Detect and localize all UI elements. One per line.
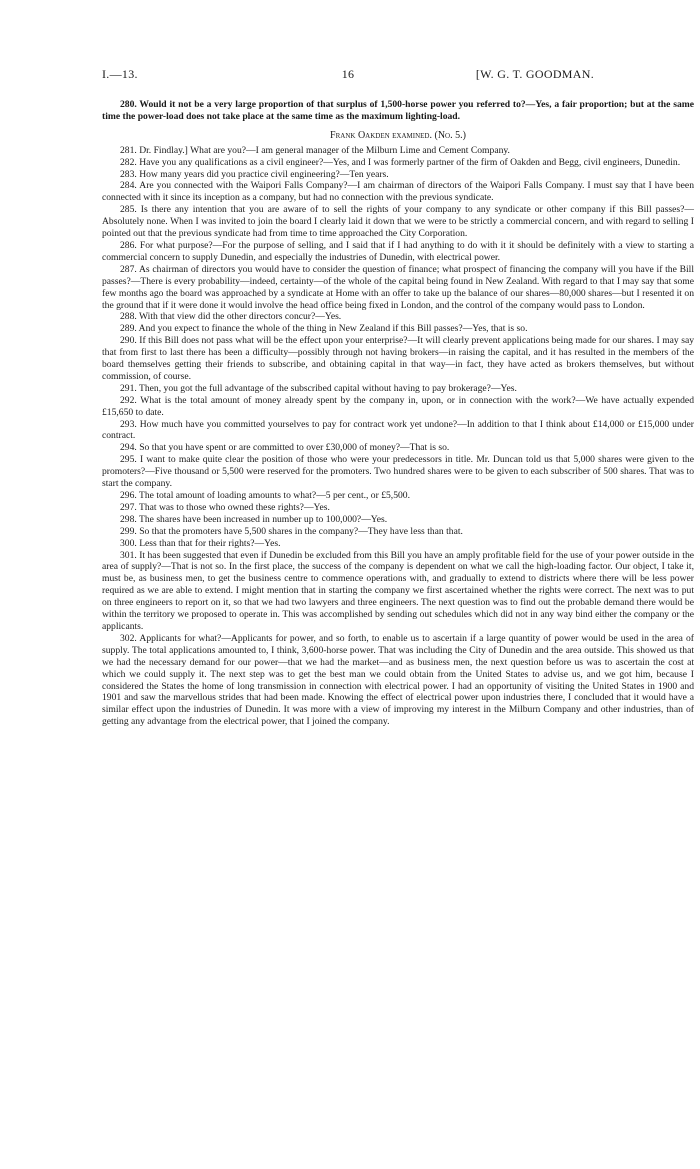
page-body — [102, 99, 694, 728]
testimony-paragraph: 282. Have you any qualifications as a civil engineer?—Yes, and I was formerly partner of the firm of Oakden and Begg, civil engineers, Dunedin. — [120, 156, 681, 168]
testimony-paragraph: 298. The shares have been increased in number up to 100,000?—Yes. — [120, 513, 388, 525]
testimony-paragraph: 286. For what purpose?—For the purpose of selling, and I said that if I had anything to do with it it should be definitely with a view to starting a commercial concern to supply Dunedin, and especially the industries of Dunedin, with electrical power. — [102, 239, 694, 263]
testimony-paragraph: 295. I want to make quite clear the position of those who were your predecessors in title. Mr. Duncan told us that 5,000 shares were given to the promoters?—Five thousand or 5,500 were reserved for the promoters. Two hundred shares were to be given to each subscriber of 500 shares. That was to start the company. — [102, 454, 694, 490]
document-reference: I.—13. — [102, 67, 138, 81]
testimony-paragraph: 297. That was to those who owned these rights?—Yes. — [120, 501, 330, 513]
testimony-paragraph: 292. What is the total amount of money already spent by the company in, upon, or in connection with the work?—We have actually expended £15,650 to date. — [102, 394, 694, 418]
testimony-paragraph: 283. How many years did you practice civil engineering?—Ten years. — [120, 168, 389, 180]
testimony-paragraph: 293. How much have you committed yourselves to pay for contract work yet undone?—In addition to that I think about £14,000 or £15,000 under contract. — [102, 418, 694, 442]
testimony-paragraph: 288. With that view did the other directors concur?—Yes. — [120, 311, 342, 323]
page-header — [102, 67, 594, 83]
testimony-paragraph: 300. Less than that for their rights?—Yes. — [120, 537, 281, 549]
testimony-paragraph: 284. Are you connected with the Waipori Falls Company?—I am chairman of directors of the Waipori Falls Company. I must say that I have been connected with it since its inception as a company, but had no connection with the previous syndicate. — [102, 180, 694, 204]
testimony-paragraph: 290. If this Bill does not pass what will be the effect upon your enterprise?—It will clearly prevent applications being made for our shares. I may say that from first to last there has been a difficulty—possibly through not having brokers—in raising the capital, and it has resulted in the members of the board themselves getting their friends to subscribe, and obtaining capital in that way—in fact, they have acted as brokers themselves, but without commission, of course. — [102, 335, 694, 382]
intro-question: 280. Would it not be a very large proportion of that surplus of 1,500-horse power you referred to?—Yes, a fair proportion; but at the same time the power-load does not take place at the same time as the maximum lighting-load. — [102, 99, 694, 122]
testimony-paragraph: 299. So that the promoters have 5,500 shares in the company?—They have less than that. — [120, 525, 463, 537]
witness-name-header: [W. G. T. GOODMAN. — [475, 67, 594, 81]
testimony-paragraphs — [102, 145, 694, 728]
testimony-paragraph: 296. The total amount of loading amounts to what?—5 per cent., or £5,500. — [120, 490, 410, 501]
testimony-paragraph: 287. As chairman of directors you would have to consider the question of finance; what prospect of financing the company will you have if the Bill passes?—There is every probability—indeed, certainty—of the whole of the capital being found in New Zealand. With regard to that I may say that some few months ago the board was approached by a syndicate at Home with an offer to take up the balance of our shares—80,000 shares—but I resented it on the ground that if it were done it would involve the head office being fixed in London, and the control of the company would pass to London. — [102, 263, 694, 311]
page-number: 16 — [341, 67, 355, 81]
testimony-paragraph: 301. It has been suggested that even if Dunedin be excluded from this Bill you have an amply profitable field for the use of your power outside in the area of supply?—That is not so. In the first place, the success of the company is dependent on what we call the high-loading factor. Our object, I take it, must be, as business men, to get the business centre to commence operations with, and gradually to extend to districts where there will be less power required as we are able to extend. I might mention that in starting the company we first ascertained whether the rights were correct. The next was to put on three engineers to report on it, so that we had two lawyers and three engineers. The next question was to find out the probable demand there would be within the territory we proposed to operate in. This was accomplished by sending out schedules which did not in any way bind either the company or the applicants. — [102, 549, 694, 632]
testimony-paragraph: 294. So that you have spent or are committed to over £30,000 of money?—That is so. — [120, 442, 450, 454]
testimony-paragraph: 302. Applicants for what?—Applicants for power, and so forth, to enable us to ascertain if a large quantity of power would be used in the area of supply. The total applications amounted to, I think, 3,600-horse power. That was including the City of Dunedin and the area outside. This showed us that we had the necessary demand for our power—that we had the market—and as business men, the next question before us was to ascertain the cost at which we could supply it. The next step was to get the best man we could obtain from the United States to advise us, and we got him, because I considered the States the home of long transmission in connection with electrical power. I had an opportunity of visiting the United States in 1900 and 1901 and saw the marvellous strides that had been made. Knowing the effect of electrical power upon industries there, I concluded that it would have a similar effect upon the industries of Dunedin. It was more with a view of improving my interest in the Milburn Company and other industries, than of getting any advantage from the electrical power, that I joined the company. — [102, 632, 694, 728]
testimony-paragraph: 291. Then, you got the full advantage of the subscribed capital without having to pay brokerage?—Yes. — [120, 382, 517, 394]
testimony-paragraph: 289. And you expect to finance the whole of the thing in New Zealand if this Bill passes?—Yes, that is so. — [120, 323, 528, 335]
testimony-paragraph: 281. Dr. Findlay.] What are you?—I am general manager of the Milburn Lime and Cement Company. — [120, 144, 510, 156]
witness-heading: Frank Oakden examined. (No. 5.) — [330, 129, 466, 141]
testimony-paragraph: 285. Is there any intention that you are aware of to sell the rights of your company to any syndicate or other company if this Bill passes?—Absolutely none. When I was invited to join the board I clearly laid it down that we were to be strictly a commercial concern, and with regard to selling I pointed out that the previous syndicate had from time to time approached the City Corporation. — [102, 204, 694, 240]
